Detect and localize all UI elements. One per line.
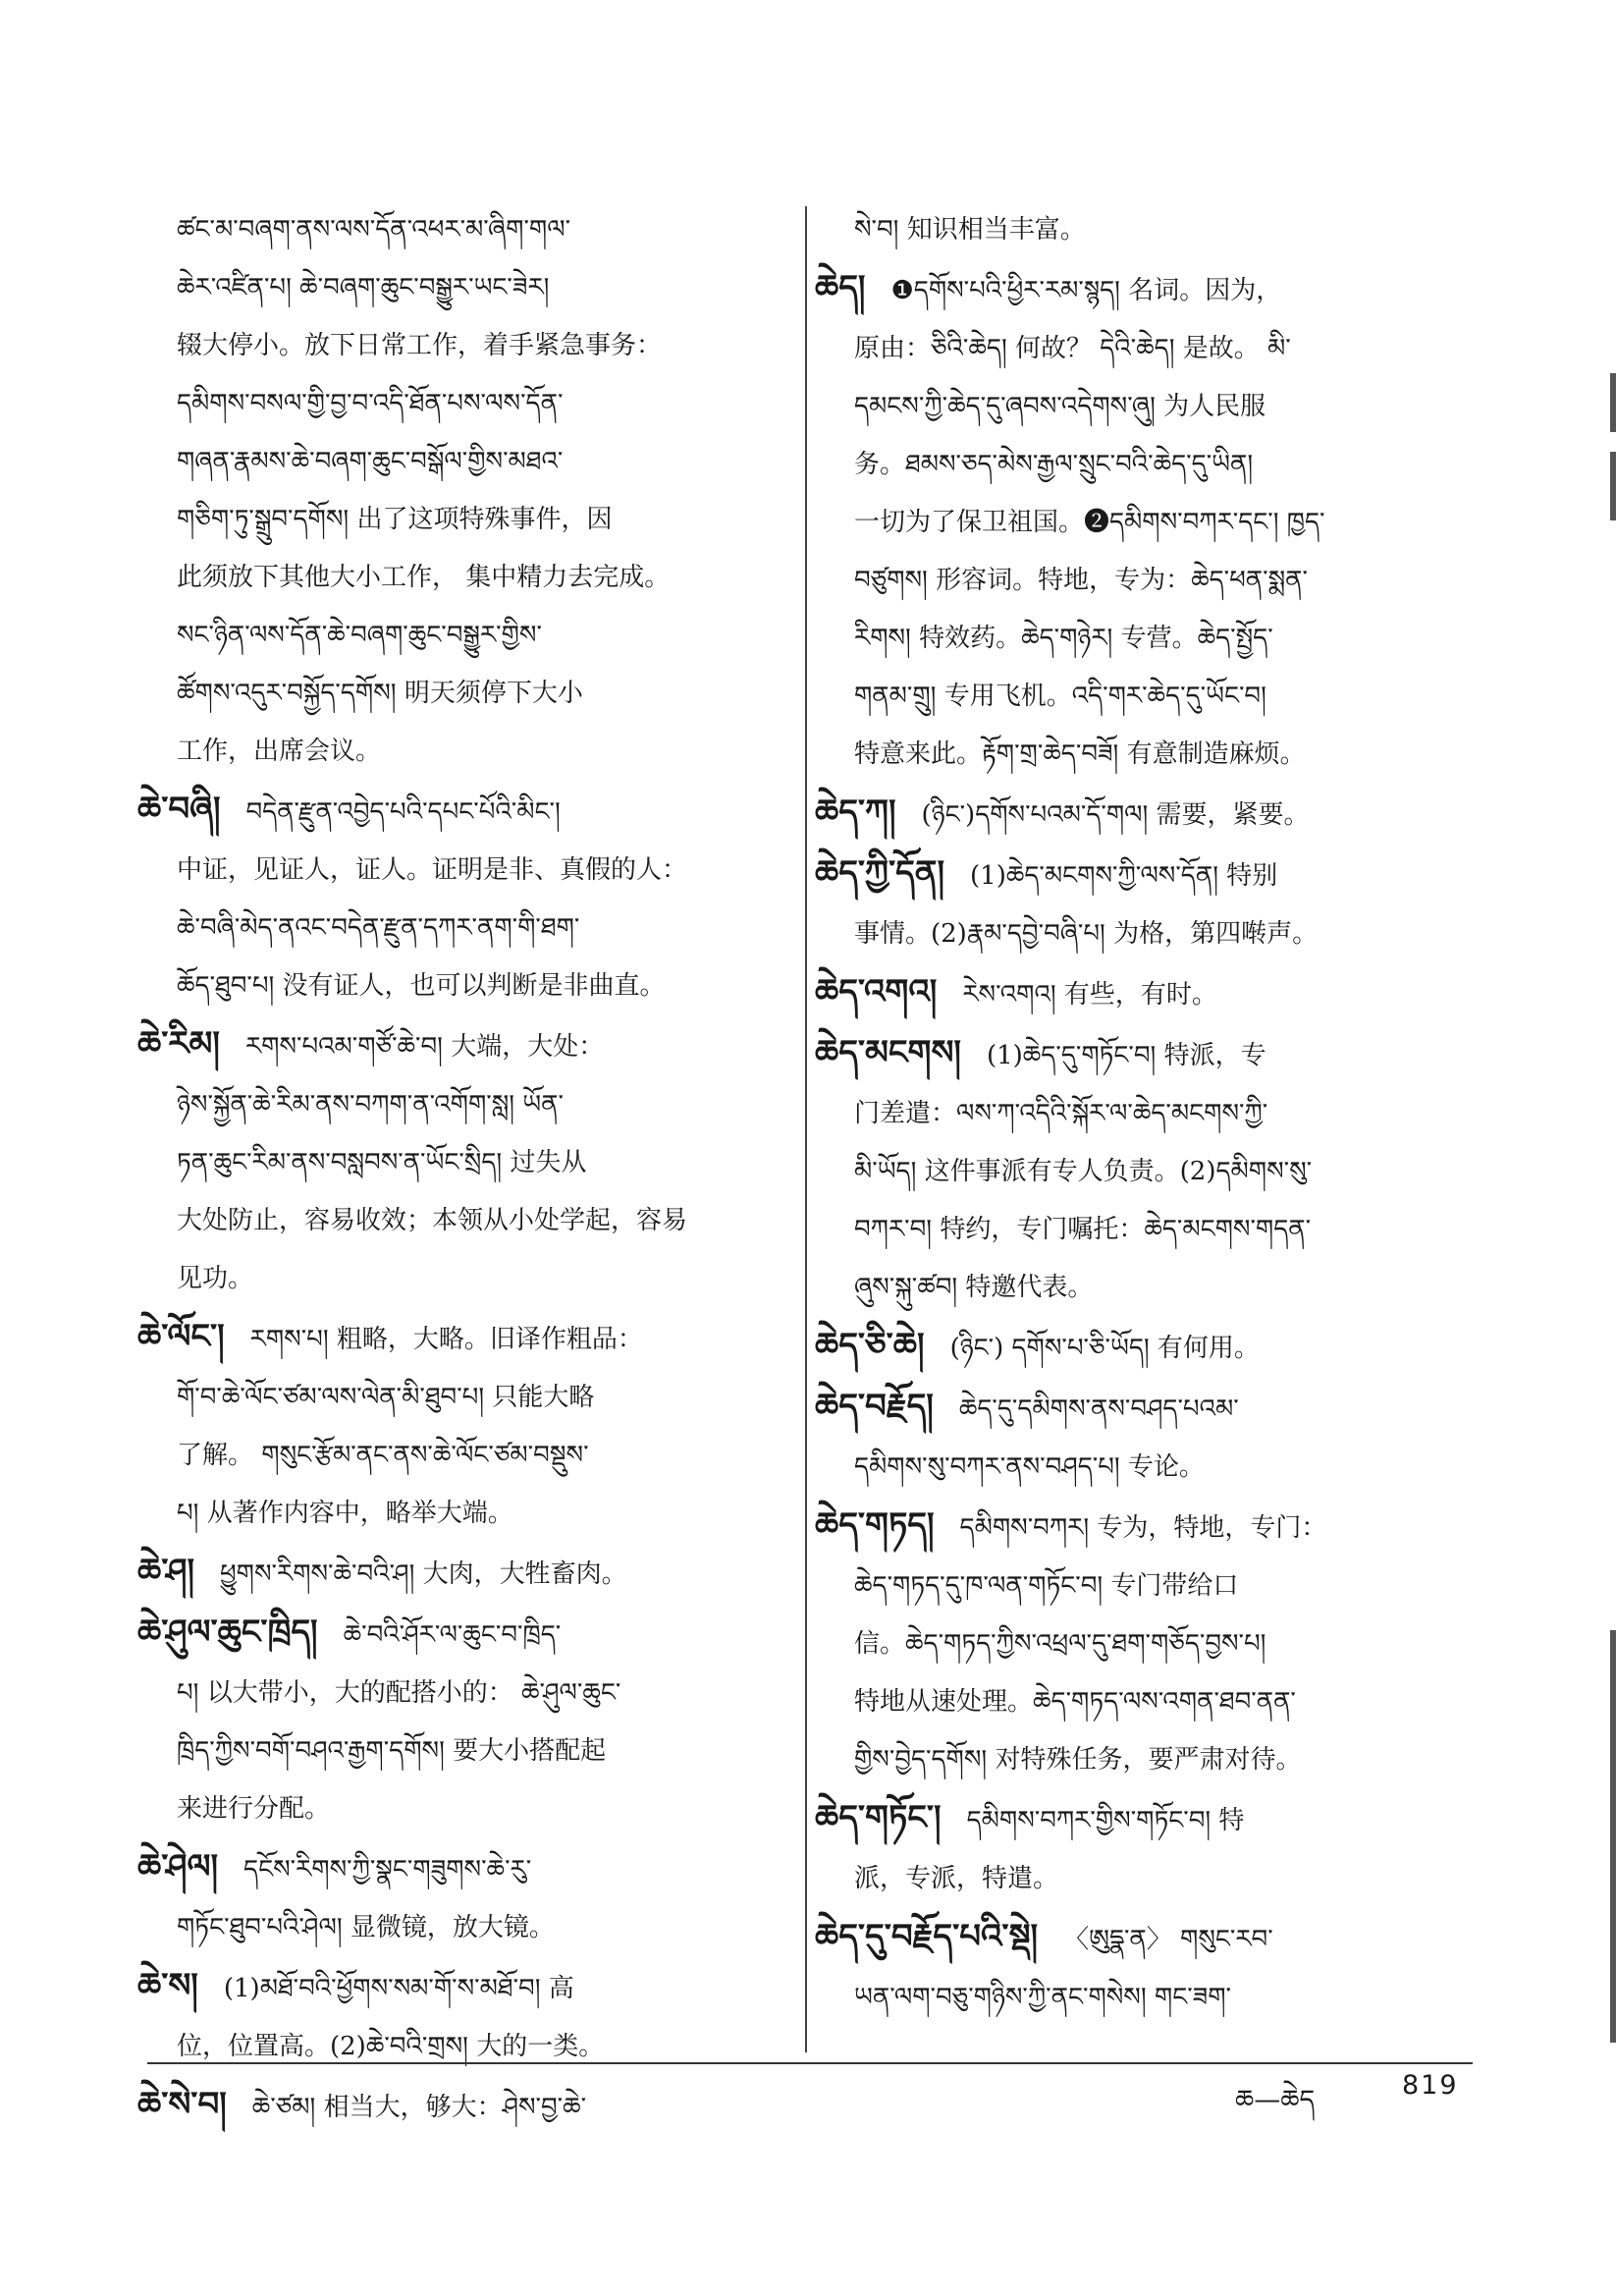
entry-line: 见功。 — [177, 1264, 254, 1293]
entry-first-line — [815, 963, 1463, 1024]
entry-line: 特意来此。རྟོག་གྲ་ཆེད་བཟོ། 有意制造麻烦。 — [854, 739, 1306, 769]
scan-edge-mark — [1610, 452, 1616, 520]
entry-first-line — [815, 784, 1463, 845]
entry-line: ཆེད་གཏད་དུ་ཁ་ལན་གཏོང་བ། 专门带给口 — [854, 1571, 1239, 1601]
entry-headword: ཆེ་ས། — [137, 1966, 198, 2005]
entry-line: 工作，出席会议。 — [177, 737, 382, 766]
entry-text: 〈ཨུདྣ་ན〉 གསུང་རབ་ — [1063, 1925, 1273, 1954]
entry-headword: ཆེ་རིམ། — [137, 1024, 220, 1064]
entry-headword: ཆེད་བརྗོད། — [815, 1387, 934, 1426]
entry-text: (1)མཐོ་བའི་ཕྱོགས་སམ་གོ་ས་མཐོ་བ། 高 — [223, 1974, 574, 2003]
entry-line: ཉེས་སྐྱོན་ཆེ་རིམ་ནས་བཀག་ན་འགོག་སླ། ཡོན་ — [177, 1090, 564, 1120]
scan-edge-mark — [1610, 1630, 1616, 2043]
right-column — [815, 201, 1463, 2027]
entry-text: (ཉིང་) དགོས་པ་ཅི་ཡོད། 有何用。 — [949, 1334, 1260, 1363]
entry-first-line — [137, 1838, 785, 1899]
entry-headword: ཆེད་འགའ། — [815, 972, 938, 1011]
entry-text: ཆེ་ཙམ། 相当大，够大：ཤེས་བྱ་ཆེ་ — [251, 2093, 587, 2122]
entry-line: 门差遣：ལས་ཀ་འདིའི་སྐོར་ལ་ཆེད་མངགས་ཀྱི་ — [854, 1099, 1268, 1128]
dictionary-entry — [137, 1604, 785, 1838]
entry-line: ཚང་མ་བཞག་ནས་ལས་དོན་འཕར་མ་ཞིག་གལ་ — [177, 215, 571, 245]
entry-headword: ཆེ་བཞི། — [137, 790, 221, 829]
dictionary-entry — [137, 1308, 785, 1543]
dictionary-entry — [137, 781, 785, 1015]
dictionary-entry — [815, 1024, 1463, 1317]
dictionary-entry — [815, 1789, 1463, 1908]
entry-text: ❶དགོས་པའི་ཕྱིར་རམ་སྙད། 名词。因为， — [890, 276, 1282, 305]
entry-text: དམིགས་བཀར་གྱིས་གཏོང་བ། 特 — [966, 1806, 1245, 1835]
entry-line: དམིགས་སུ་བཀར་ནས་བཤད་པ། 专论。 — [854, 1452, 1205, 1482]
dictionary-entry — [815, 963, 1463, 1024]
entry-headword: ཆེད་ཀྱི་དོན། — [815, 853, 945, 893]
entry-line: ཆེར་འཛིན་པ། ཆེ་བཞག་ཆུང་བསྒྱུར་ཡང་ཟེར། — [177, 273, 550, 302]
scan-edge-mark — [1610, 373, 1616, 432]
entry-line: 信。ཆེད་གཏད་ཀྱིས་འཕྲལ་དུ་ཐག་གཅོད་བྱས་པ། — [854, 1629, 1266, 1659]
page-number: 819 — [1402, 2070, 1459, 2101]
entry-first-line — [815, 1378, 1463, 1439]
entry-line: 大处防止，容易收效；本领从小处学起，容易 — [177, 1206, 688, 1235]
entry-headword: ཆེད་ཀ། — [815, 793, 896, 832]
entry-line: དམིགས་བསལ་གྱི་བྱ་བ་འདི་ཐོན་པས་ལས་དོན་ — [177, 389, 564, 418]
entry-headword: ཆེད་གཏད། — [815, 1505, 935, 1545]
entry-text: དམིགས་བཀར། 专为，特地，专门： — [959, 1513, 1327, 1543]
entry-first-line — [137, 1957, 785, 2018]
entry-first-line — [815, 1789, 1463, 1850]
entry-headword: ཆེད། — [815, 268, 866, 307]
entry-first-line — [137, 1604, 785, 1665]
entry-line: 中证，见证人，证人。证明是非、真假的人： — [177, 855, 688, 885]
entry-line: 来进行分配。 — [177, 1794, 331, 1824]
entry-line: 一切为了保卫祖国。❷དམིགས་བཀར་དང་། ཁྱད་ — [854, 508, 1325, 537]
entry-line: གོ་བ་ཆེ་ལོང་ཙམ་ལས་ལེན་མི་ཐུབ་པ། 只能大略 — [177, 1383, 595, 1412]
entry-first-line — [815, 259, 1463, 320]
entry-line: རིགས། 特效药。ཆེད་གཉེར། 专营。ཆེད་སྤྱོད་ — [854, 624, 1273, 653]
entry-text: བདེན་རྫུན་འབྱེད་པའི་དཔང་པོའི་མིང་། — [245, 797, 561, 827]
entry-text: དངོས་རིགས་ཀྱི་སྣང་གཟུགས་ཆེ་རུ་ — [243, 1855, 532, 1885]
entry-text: ཕྱུགས་རིགས་ཆེ་བའི་ཤ། 大肉，大牲畜肉。 — [220, 1559, 627, 1589]
entry-first-line — [815, 1317, 1463, 1378]
entry-first-line — [815, 845, 1463, 905]
dictionary-entry — [815, 1317, 1463, 1378]
entry-first-line — [815, 1497, 1463, 1558]
entry-line: 派，专派，特遣。 — [854, 1864, 1059, 1893]
dictionary-entry — [137, 201, 785, 781]
entry-line: མི་ཡོད། 这件事派有专人负责。(2)དམིགས་སུ་ — [854, 1157, 1313, 1186]
entry-text: (1)ཆེད་མངགས་ཀྱི་ལས་དོན། 特别 — [970, 861, 1278, 891]
entry-line: 原由：ཅིའི་ཆེད། 何故？ དེའི་ཆེད། 是故。 མི་ — [854, 334, 1291, 363]
entry-line: གཏོང་ཐུབ་པའི་ཤེལ། 显微镜，放大镜。 — [177, 1913, 555, 1942]
entry-first-line — [137, 2076, 785, 2137]
entry-line: སང་ཉིན་ལས་དོན་ཆེ་བཞག་ཆུང་བསྒྱུར་གྱིས་ — [177, 621, 542, 650]
entry-line: 了解。 གསུང་རྩོམ་ནང་ནས་ཆེ་ལོང་ཙམ་བསྡུས་ — [177, 1441, 589, 1470]
entry-headword: ཆེད་ཅི་ཆེ། — [815, 1326, 925, 1365]
entry-first-line — [815, 1908, 1463, 1969]
entry-text: རགས་པ། 粗略，大略。旧译作粗品： — [249, 1325, 643, 1354]
entry-line: 特地从速处理。ཆེད་གཏད་ལས་འགན་ཐབ་ནན་ — [854, 1687, 1296, 1717]
entry-line: 事情。(2)རྣམ་དབྱེ་བཞི་པ། 为格，第四啭声。 — [854, 919, 1319, 949]
entry-line: ཏན་ཆུང་རིམ་ནས་བསླབས་ན་ཡོང་སྲིད། 过失从 — [177, 1148, 587, 1177]
entry-text: (1)ཆེད་དུ་གཏོང་བ། 特派，专 — [986, 1041, 1266, 1070]
entry-first-line — [137, 1308, 785, 1369]
entry-line: 辍大停小。放下日常工作，着手紧急事务： — [177, 331, 663, 360]
entry-line: ཡན་ལག་བཅུ་གཉིས་ཀྱི་ནང་གསེས། གང་ཟག་ — [854, 1983, 1231, 2012]
entry-line: གྱིས་བྱེད་དགོས། 对特殊任务，要严肃对待。 — [854, 1745, 1302, 1775]
entry-line: 务。ཐམས་ཅད་མེས་རྒྱལ་སྲུང་བའི་ཆེད་དུ་ཡིན། — [854, 450, 1254, 479]
dictionary-entry — [815, 1908, 1463, 2027]
entry-headword: ཆེད་དུ་བརྗོད་པའི་སྡེ། — [815, 1917, 1039, 1956]
entry-line: གནམ་གྲུ། 专用飞机。འདི་གར་ཆེད་དུ་ཡོང་བ། — [854, 682, 1266, 711]
entry-line: པ། 以大带小，大的配搭小的： ཆེ་ཤུལ་ཆུང་ — [177, 1678, 621, 1708]
entry-text: ཆེད་དུ་དམིགས་ནས་བཤད་པའམ་ — [958, 1394, 1239, 1424]
dictionary-entry — [137, 1015, 785, 1308]
entry-first-line — [137, 781, 785, 842]
dictionary-entry — [815, 201, 1463, 259]
dictionary-entry — [815, 259, 1463, 784]
entry-text: རགས་པའམ་གཙོ་ཆེ་བ། 大端，大处： — [244, 1032, 605, 1062]
footer-rule — [147, 2062, 1473, 2064]
dictionary-entry — [137, 1543, 785, 1604]
entry-headword: ཆེ་ལོང་། — [137, 1317, 225, 1356]
entry-line: ཁྲིད་ཀྱིས་བགོ་བཤའ་རྒྱག་དགོས། 要大小搭配起 — [177, 1736, 607, 1766]
entry-line: བཙུགས། 形容词。特地，专为：ཆེད་ཕན་སྨན་ — [854, 566, 1308, 595]
entry-headword: ཆེད་གཏོང་། — [815, 1798, 942, 1837]
entry-text: (ཉིང་)དགོས་པའམ་དོ་གལ། 需要，紧要。 — [921, 800, 1310, 830]
column-divider — [805, 206, 807, 2052]
dictionary-entry — [815, 1378, 1463, 1497]
entry-headword: ཆེ་ཤ། — [137, 1552, 195, 1591]
entry-line: ཚོགས་འདུར་བསྐྱོད་དགོས། 明天须停下大小 — [177, 679, 583, 708]
entry-line: ཞུས་སྐུ་ཚབ། 特邀代表。 — [854, 1273, 1094, 1302]
entry-first-line — [815, 1024, 1463, 1085]
dictionary-entry — [137, 1957, 785, 2076]
left-column — [137, 201, 785, 2137]
entry-line: པ། 从著作内容中，略举大端。 — [177, 1499, 513, 1528]
entry-first-line — [137, 1543, 785, 1604]
entry-line: 此须放下其他大小工作， 集中精力去完成。 — [177, 563, 671, 592]
entry-line: དམངས་ཀྱི་ཆེད་དུ་ཞབས་འདེགས་ཞུ། 为人民服 — [854, 392, 1266, 421]
entry-line: གཅིག་ཏུ་སྒྲུབ་དགོས། 出了这项特殊事件，因 — [177, 505, 613, 534]
entry-line: བཀར་བ། 特约，专门嘱托：ཆེད་མངགས་གདན་ — [854, 1215, 1312, 1244]
dictionary-entry — [815, 845, 1463, 963]
entry-line: ཆེ་བཞི་མེད་ནའང་བདེན་རྫུན་དཀར་ནག་གི་ཐག་ — [177, 913, 580, 943]
entry-text: ཆེ་བའི་ཤོར་ལ་ཆུང་བ་ཁྲིད་ — [343, 1620, 562, 1650]
entry-headword: ཆེ་ཤུལ་ཆུང་ཁྲིད། — [137, 1613, 318, 1652]
entry-line: 位，位置高。(2)ཆེ་བའི་གྲས། 大的一类。 — [177, 2032, 605, 2061]
entry-headword: ཆེ་ཤེལ། — [137, 1847, 219, 1886]
entry-text: རེས་འགའ། 有些，有时。 — [962, 980, 1217, 1010]
entry-headword: ཆེད་མངགས། — [815, 1033, 961, 1072]
footer-range: ཆ—ཆེད — [1235, 2085, 1316, 2115]
dictionary-entry — [137, 2076, 785, 2137]
entry-line: སེ་བ། 知识相当丰富。 — [854, 215, 1086, 245]
entry-headword: ཆེ་སེ་བ། — [137, 2085, 227, 2124]
entry-line: ཆོད་ཐུབ་པ། 没有证人，也可以判断是非曲直。 — [177, 971, 666, 1001]
dictionary-entry — [815, 1497, 1463, 1789]
dictionary-entry — [137, 1838, 785, 1957]
dictionary-entry — [815, 784, 1463, 845]
entry-line: གཞན་རྣམས་ཆེ་བཞག་ཆུང་བསྒོལ་གྱིས་མཐའ་ — [177, 447, 564, 476]
entry-first-line — [137, 1015, 785, 1076]
